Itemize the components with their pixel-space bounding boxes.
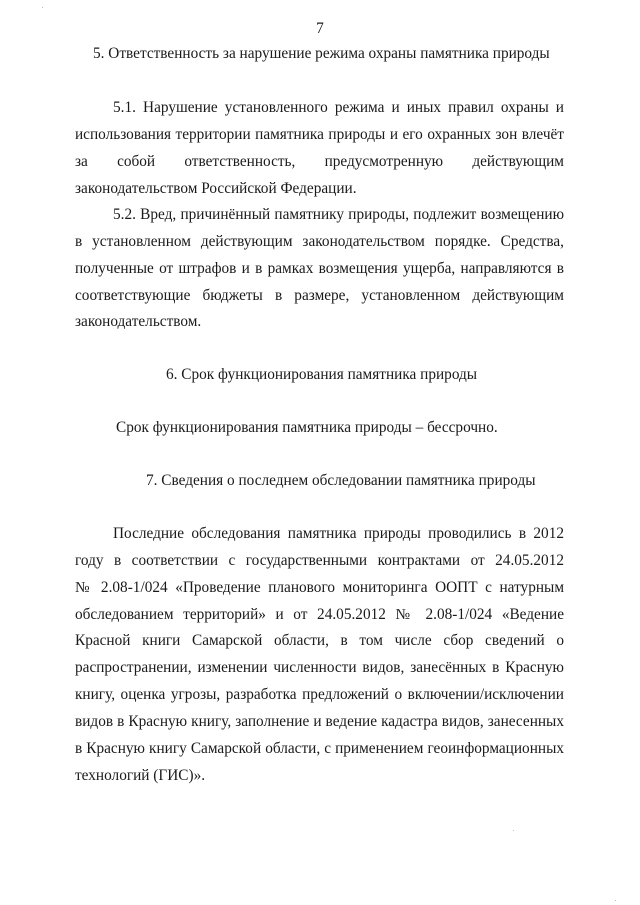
text-line: видов в Красную книгу, заполнение и ведение кадастра видов, занесенных — [75, 713, 564, 730]
section-6-text: Срок функционирования памятника природы – бессрочно. — [116, 419, 498, 436]
text-line: полученные от штрафов и в рамках возмещения ущерба, направляются в — [75, 260, 564, 277]
text-line: законодательством Российской Федерации. — [75, 180, 357, 197]
text-line: Красной книги Самарской области, в том числе сбор сведений о — [75, 632, 564, 649]
text-line: году в соответствии с государственными контрактами от 24.05.2012 — [75, 552, 564, 569]
text-line: 5.1. Нарушение установленного режима и иных правил охраны и — [113, 99, 564, 116]
section-7-heading: 7. Сведения о последнем обследовании памятника природы — [146, 472, 536, 489]
section-6-heading: 6. Срок функционирования памятника природы — [166, 366, 478, 383]
scan-speck — [42, 7, 43, 8]
text-line: в Красную книгу Самарской области, с применением геоинформационных — [75, 740, 564, 757]
text-line: законодательством. — [75, 313, 202, 330]
text-line: № 2.08-1/024 «Проведение планового мониторинга ООПТ с натурным — [75, 579, 564, 596]
text-line: Последние обследования памятника природы проводились в 2012 — [113, 525, 564, 542]
scan-speck — [513, 830, 514, 831]
text-line: в установленном действующим законодательством порядке. Средства, — [75, 233, 564, 250]
text-line: соответствующие бюджеты в размере, установленном действующим — [75, 287, 564, 304]
section-5-heading: 5. Ответственность за нарушение режима охраны памятника природы — [93, 45, 550, 62]
text-line: за собой ответственность, предусмотренную действующим — [75, 153, 564, 170]
text-line: 5.2. Вред, причинённый памятнику природы, подлежит возмещению — [113, 206, 564, 223]
text-line: распространении, изменении численности видов, занесённых в Красную — [75, 659, 564, 676]
scan-speck — [615, 900, 616, 901]
text-line: книгу, оценка угрозы, разработка предложений о включении/исключении — [75, 686, 564, 703]
page-number: 7 — [316, 20, 324, 37]
text-line: использования территории памятника природы и его охранных зон влечёт — [75, 126, 564, 143]
text-line: обследованием территорий» и от 24.05.2012 № 2.08-1/024 «Ведение — [75, 606, 564, 623]
text-line: технологий (ГИС)». — [75, 767, 206, 784]
